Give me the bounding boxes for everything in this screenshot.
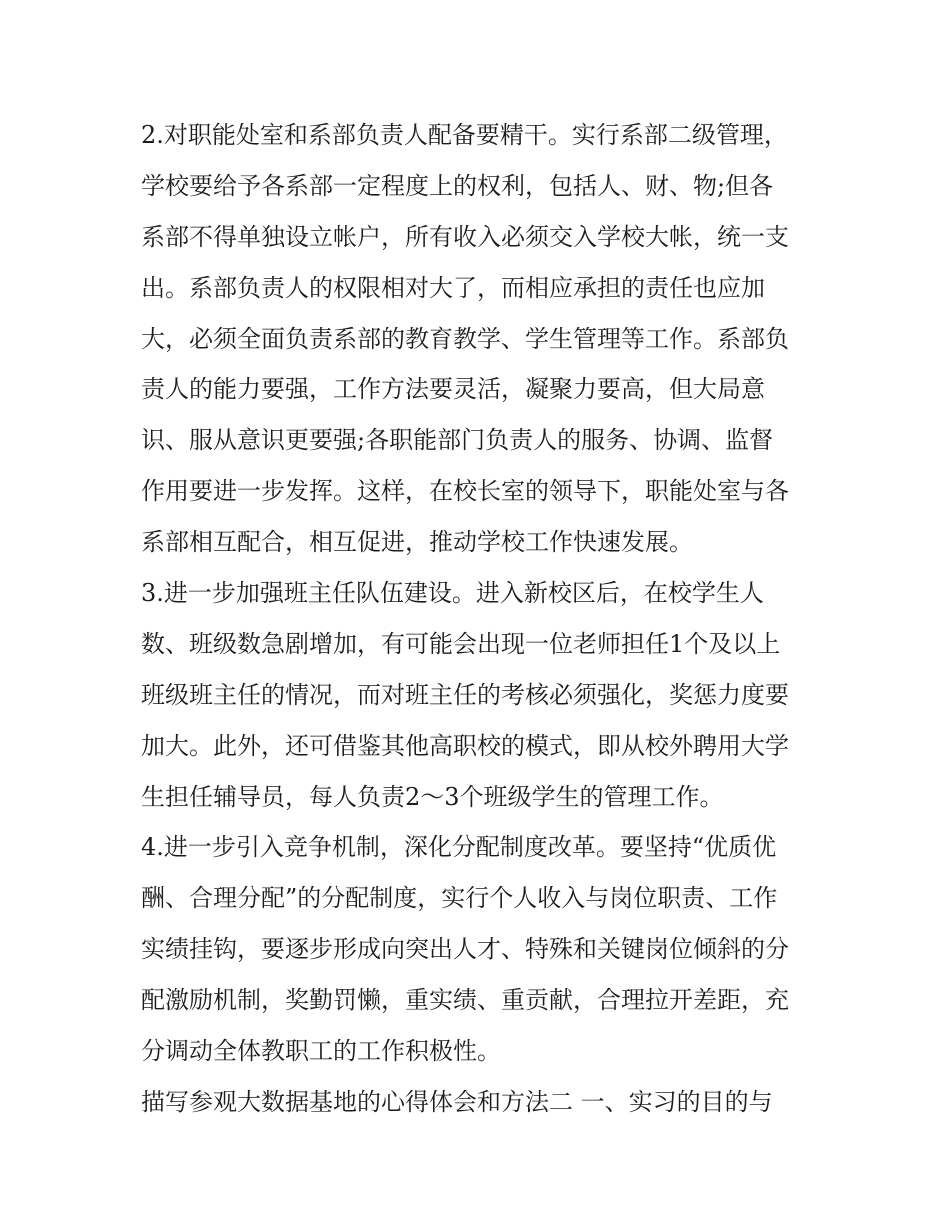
text-line: 学校要给予各系部一定程度上的权利，包括人、财、物;但各	[141, 171, 774, 200]
text-line: 描写参观大数据基地的心得体会和方法二 一、实习的目的与	[141, 1087, 773, 1116]
text-line: 加大。此外，还可借鉴其他高职校的模式，即从校外聘用大学	[141, 731, 789, 760]
text-line: 分调动全体教职工的工作积极性。	[141, 1037, 501, 1066]
text-line: 2.对职能处室和系部负责人配备要精干。实行系部二级管理，	[141, 121, 788, 149]
text-line: 识、服从意识更要强;各职能部门负责人的服务、协调、监督	[141, 426, 774, 455]
text-line: 酬、合理分配”的分配制度，实行个人收入与岗位职责、工作	[141, 884, 778, 913]
text-line: 系部不得单独设立帐户，所有收入必须交入学校大帐，统一支	[141, 222, 789, 251]
document-body	[141, 110, 821, 1128]
text-line: 大，必须全面负责系部的教育教学、学生管理等工作。系部负	[141, 324, 789, 353]
text-line: 作用要进一步发挥。这样，在校长室的领导下，职能处室与各	[141, 477, 789, 506]
text-line: 4.进一步引入竞争机制，深化分配制度改革。要坚持“优质优	[141, 833, 777, 862]
text-line: 责人的能力要强，工作方法要灵活，凝聚力要高，但大局意	[141, 375, 765, 404]
text-line: 3.进一步加强班主任队伍建设。进入新校区后，在校学生人	[141, 579, 764, 608]
text-line: 配激励机制，奖勤罚懒，重实绩、重贡献，合理拉开差距，充	[141, 986, 789, 1015]
text-line: 生担任辅导员，每人负责2～3个班级学生的管理工作。	[141, 782, 724, 811]
text-line: 出。系部负责人的权限相对大了，而相应承担的责任也应加	[141, 273, 765, 302]
text-line: 数、班级数急剧增加，有可能会出现一位老师担任1个及以上	[141, 629, 781, 658]
text-line: 实绩挂钩，要逐步形成向突出人才、特殊和关键岗位倾斜的分	[141, 935, 789, 964]
text-line: 系部相互配合，相互促进，推动学校工作快速发展。	[141, 528, 693, 557]
text-line: 班级班主任的情况，而对班主任的考核必须强化，奖惩力度要	[141, 680, 789, 709]
